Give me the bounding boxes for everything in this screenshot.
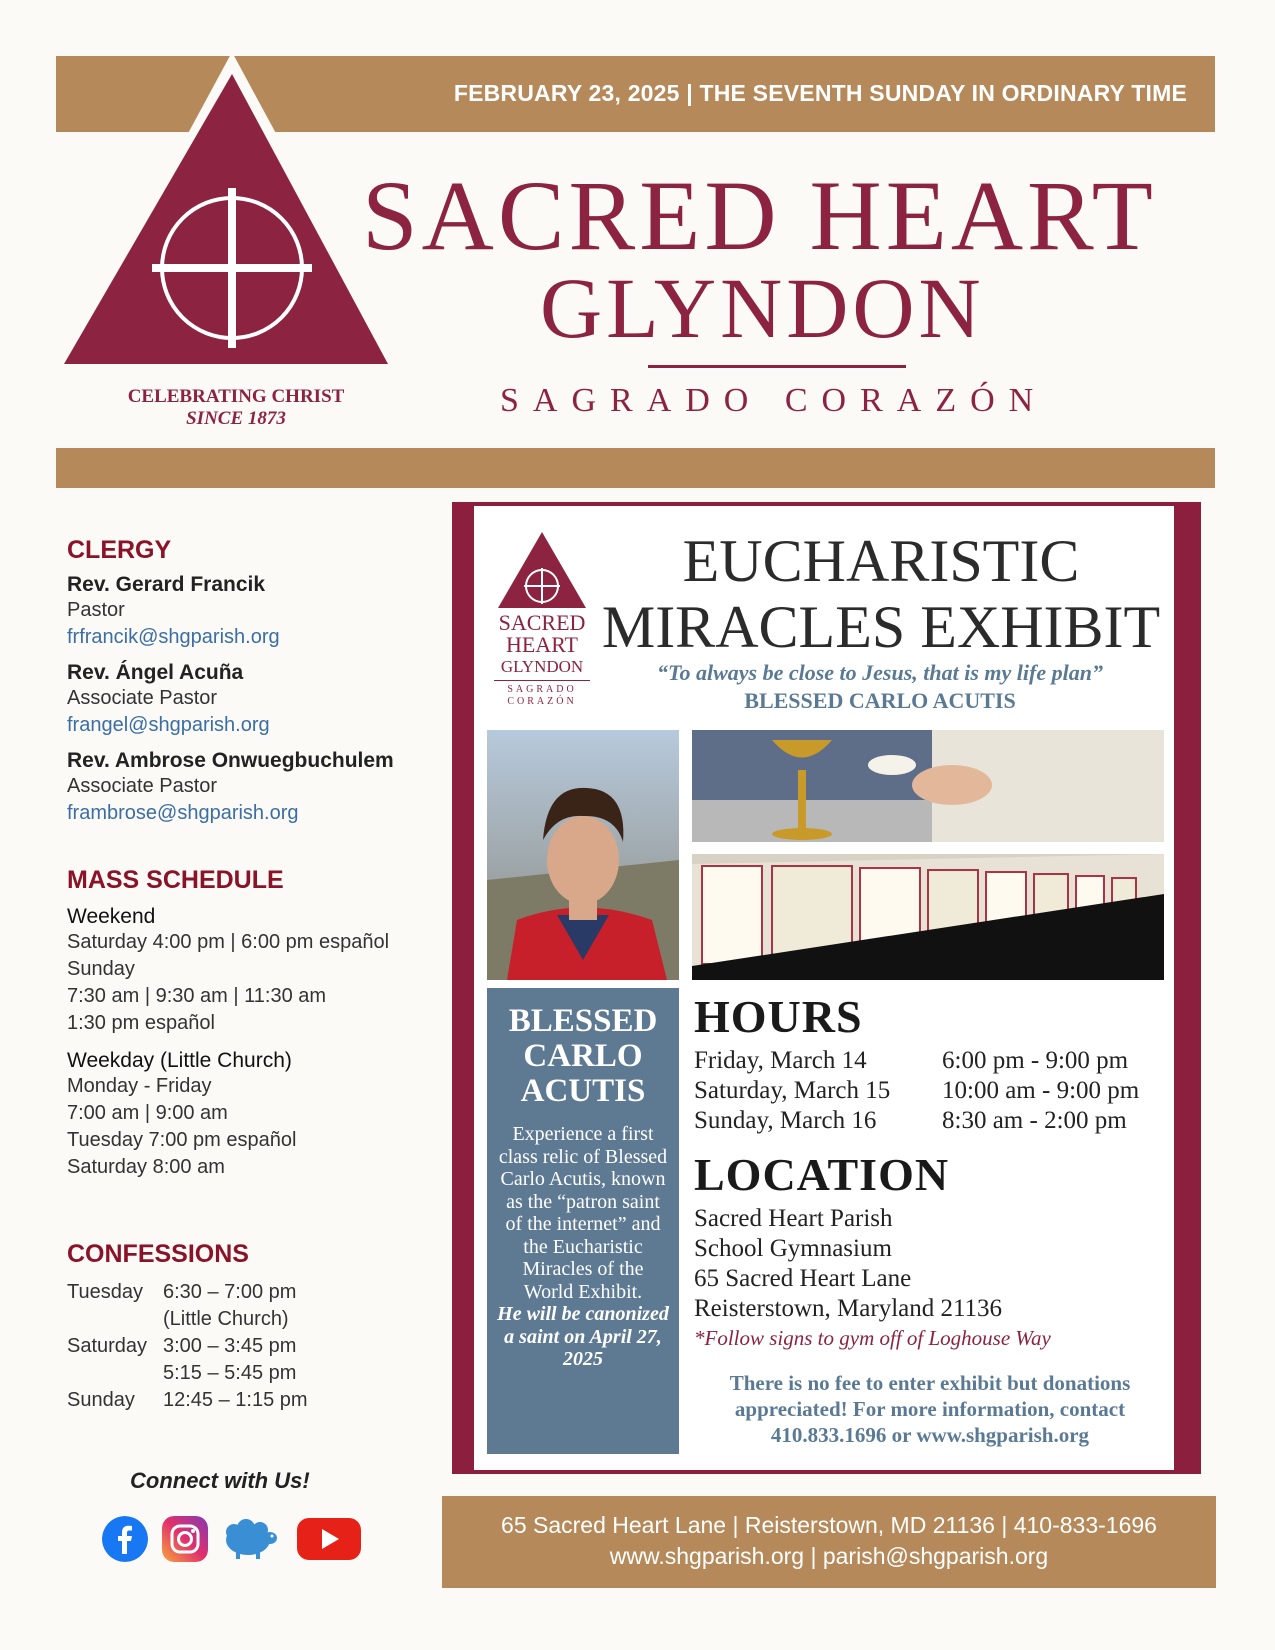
- weekend-label: Weekend: [67, 905, 156, 928]
- confession-row: [67, 1387, 427, 1414]
- location-line: 65 Sacred Heart Lane: [694, 1265, 912, 1292]
- exhibit-quote: “To always be close to Jesus, that is my life plan”: [657, 660, 1103, 685]
- flyer-logo-triangle: [496, 530, 588, 610]
- mass-schedule-heading: MASS SCHEDULE: [67, 866, 284, 894]
- flyer-logo-line: HEART: [505, 632, 578, 657]
- facebook-icon[interactable]: [102, 1516, 148, 1562]
- flyer-logo-line: CORAZÓN: [507, 696, 577, 707]
- confession-day: Saturday: [67, 1335, 148, 1357]
- hours-table: [694, 1046, 1174, 1136]
- footer-address-line: 65 Sacred Heart Lane | Reisterstown, MD 21136 | 410-833-1696: [501, 1512, 1157, 1538]
- confession-time: (Little Church): [163, 1308, 289, 1330]
- flyer-logo-text: [494, 612, 590, 678]
- footer-web-line[interactable]: www.shgparish.org | parish@shgparish.org: [609, 1543, 1049, 1569]
- exhibit-panels-photo: [692, 854, 1164, 980]
- clergy-name: Rev. Ángel Acuña: [67, 661, 244, 684]
- confession-time: 12:45 – 1:15 pm: [163, 1389, 308, 1411]
- confession-day: Tuesday: [67, 1281, 143, 1303]
- mass-schedule-section: [67, 866, 427, 1181]
- carlo-box-canonization: He will be canonized a saint on April 27, 2025: [497, 1303, 669, 1370]
- clergy-role: Pastor: [67, 599, 125, 621]
- clergy-email-link[interactable]: frangel@shgparish.org: [67, 714, 270, 736]
- hours-day: Sunday, March 16: [694, 1107, 877, 1134]
- weekday-line: Tuesday 7:00 pm español: [67, 1129, 297, 1151]
- weekday-line: Monday - Friday: [67, 1075, 212, 1097]
- clergy-entry: [67, 749, 427, 827]
- parish-logo-triangle: [56, 48, 408, 378]
- carlo-box-heading-line: BLESSED: [508, 1003, 658, 1039]
- fee-line: There is no fee to enter exhibit but donations: [729, 1371, 1131, 1395]
- carlo-box-heading-line: CARLO: [523, 1038, 643, 1074]
- youtube-icon[interactable]: [296, 1516, 362, 1562]
- tagline-line-2: SINCE 1873: [186, 408, 286, 429]
- carlo-acutis-photo: [487, 730, 679, 980]
- fee-info: [690, 1370, 1170, 1448]
- confession-time: 6:30 – 7:00 pm: [163, 1281, 297, 1303]
- title-glyndon: GLYNDON: [540, 260, 985, 356]
- clergy-heading: CLERGY: [67, 536, 172, 564]
- title-sagrado-corazon: SAGRADO CORAZÓN: [500, 382, 1048, 419]
- carlo-box-text: Experience a first class relic of Blessed Carlo Acutis, known as the “patron saint of the internet” and the Eucharistic Miracles of the World Exhibit.: [498, 1123, 668, 1303]
- hours-time: 8:30 am - 2:00 pm: [942, 1107, 1127, 1134]
- confessions-heading: CONFESSIONS: [67, 1240, 249, 1268]
- flyer-logo-line: GLYNDON: [500, 657, 584, 676]
- carlo-acutis-box: [487, 988, 679, 1454]
- quote-author: BLESSED CARLO ACUTIS: [744, 688, 1016, 713]
- location-line: Sacred Heart Parish: [694, 1205, 893, 1232]
- flyer-logo-subtext: [494, 680, 590, 708]
- connect-heading: Connect with Us!: [130, 1468, 310, 1493]
- parish-tagline: [100, 386, 372, 430]
- hours-time: 6:00 pm - 9:00 pm: [942, 1047, 1129, 1074]
- fee-line: appreciated! For more information, contact: [734, 1397, 1126, 1421]
- clergy-entry: [67, 573, 427, 651]
- title-sacred-heart: SACRED HEART: [362, 160, 1157, 271]
- confession-row: [67, 1333, 427, 1360]
- fee-line: 410.833.1696 or www.shgparish.org: [770, 1423, 1090, 1447]
- location-address: [694, 1204, 1174, 1351]
- location-line: School Gymnasium: [694, 1235, 892, 1262]
- weekday-label: Weekday (Little Church): [67, 1049, 292, 1072]
- header-bottom-bar: [56, 448, 1215, 488]
- tagline-line-1: CELEBRATING CHRIST: [127, 386, 345, 407]
- hours-row: [694, 1046, 1174, 1076]
- flyer-logo-line: SACRED: [498, 610, 586, 635]
- hours-time: 10:00 am - 9:00 pm: [942, 1077, 1140, 1104]
- weekend-line: 7:30 am | 9:30 am | 11:30 am: [67, 985, 327, 1007]
- weekday-line: Saturday 8:00 am: [67, 1156, 225, 1178]
- clergy-entry: [67, 661, 427, 739]
- clergy-email-link[interactable]: frfrancik@shgparish.org: [67, 626, 280, 648]
- exhibit-title: [596, 528, 1166, 660]
- location-heading: LOCATION: [694, 1149, 950, 1200]
- hours-day: Saturday, March 15: [694, 1077, 891, 1104]
- confession-row: [67, 1279, 427, 1306]
- clergy-role: Associate Pastor: [67, 775, 218, 797]
- flocknote-sheep-icon[interactable]: [222, 1516, 278, 1562]
- clergy-section: [67, 536, 427, 827]
- clergy-name: Rev. Gerard Francik: [67, 573, 266, 596]
- weekend-line: 1:30 pm español: [67, 1012, 215, 1034]
- carlo-box-heading: [487, 1004, 679, 1109]
- clergy-name: Rev. Ambrose Onwuegbuchulem: [67, 749, 394, 772]
- confession-row: [67, 1306, 427, 1333]
- clergy-email-link[interactable]: frambrose@shgparish.org: [67, 802, 299, 824]
- dateline: FEBRUARY 23, 2025 | THE SEVENTH SUNDAY IN ORDINARY TIME: [453, 80, 1187, 106]
- carlo-box-heading-line: ACUTIS: [520, 1073, 646, 1109]
- weekend-line: Saturday 4:00 pm | 6:00 pm español: [67, 931, 390, 953]
- weekday-line: 7:00 am | 9:00 am: [67, 1102, 228, 1124]
- weekend-line: Sunday: [67, 958, 135, 980]
- exhibit-title-line: EUCHARISTIC: [682, 528, 1080, 594]
- flyer-logo-line: SAGRADO: [507, 684, 577, 695]
- confession-day: Sunday: [67, 1389, 135, 1411]
- directions-note: *Follow signs to gym off of Loghouse Way: [694, 1326, 1051, 1350]
- exhibit-title-line: MIRACLES EXHIBIT: [601, 594, 1161, 660]
- clergy-role: Associate Pastor: [67, 687, 218, 709]
- confession-time: 5:15 – 5:45 pm: [163, 1362, 297, 1384]
- hours-row: [694, 1106, 1174, 1136]
- location-line: Reisterstown, Maryland 21136: [694, 1295, 1003, 1322]
- contact-footer: [442, 1496, 1216, 1588]
- hours-heading: HOURS: [694, 991, 863, 1042]
- confession-time: 3:00 – 3:45 pm: [163, 1335, 297, 1357]
- confessions-section: [67, 1240, 427, 1414]
- hours-row: [694, 1076, 1174, 1106]
- instagram-icon[interactable]: [162, 1516, 208, 1562]
- hours-day: Friday, March 14: [694, 1047, 867, 1074]
- title-divider: [648, 365, 906, 368]
- eucharist-chalice-photo: [692, 730, 1164, 842]
- confession-row: [67, 1360, 427, 1387]
